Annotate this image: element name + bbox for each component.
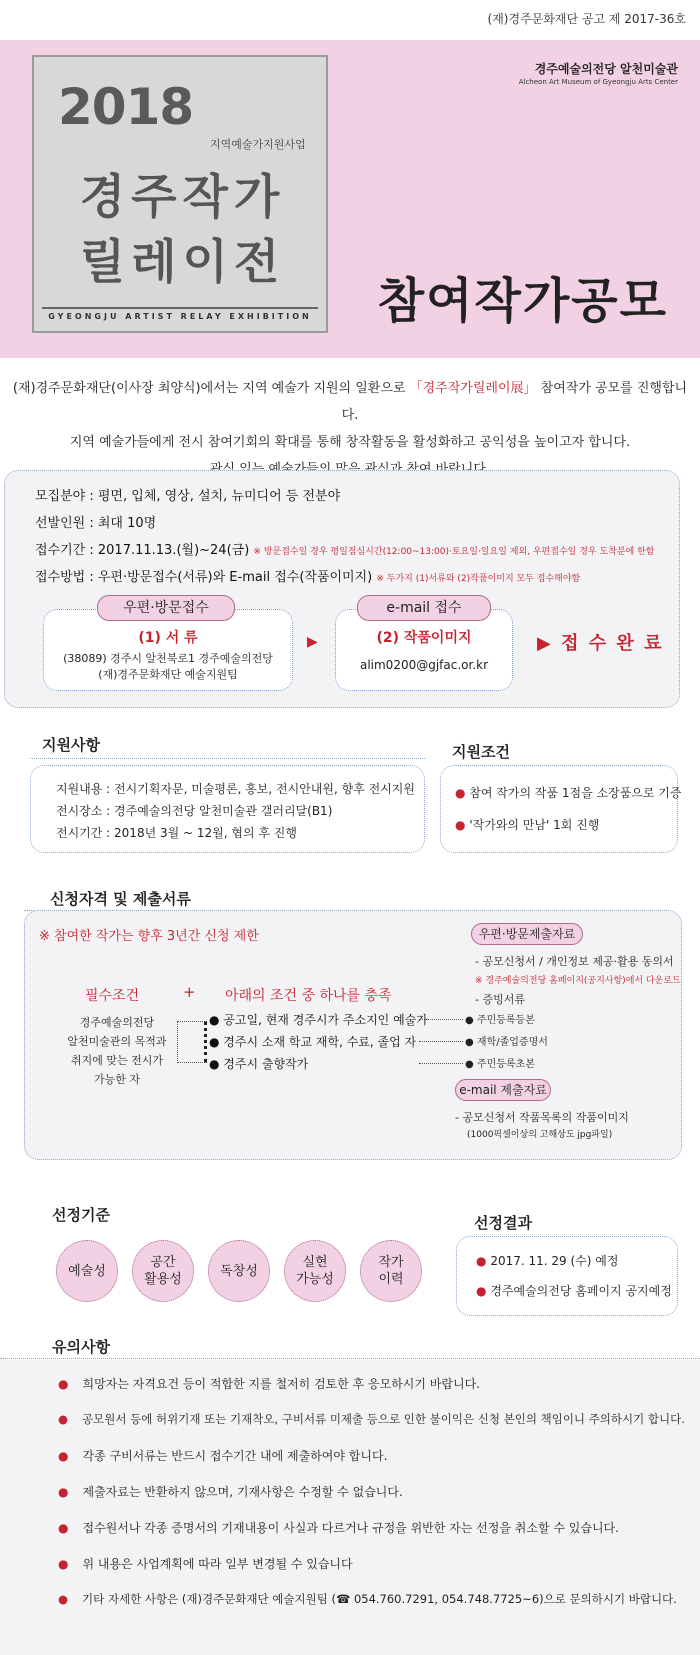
title-line1: 경주작가 <box>79 170 286 225</box>
qualification-heading: 신청자격 및 제출서류 <box>50 890 191 908</box>
support-item: 지원내용 : 전시기획자문, 미술평론, 홍보, 전시안내원, 향후 전시지원 <box>56 782 415 796</box>
condition-text: 참여 작가의 작품 1점을 소장품으로 기증 <box>469 786 682 800</box>
intro-highlight: 「경주작가릴레이展」 <box>409 381 537 396</box>
conditions-heading: 지원조건 <box>452 743 510 761</box>
address-line2: (재)경주문화재단 예술지원팀 <box>98 668 238 681</box>
condition-text: '작가와의 만남' 1회 진행 <box>469 818 600 832</box>
note-text: 공모원서 등에 허위기재 또는 기재착오, 구비서류 미제출 등으로 인한 불이익은 신청 본인의 책임이니 주의하시기 합니다. <box>82 1412 685 1426</box>
bullet-icon: ● <box>476 1254 487 1268</box>
note-item <box>58 1411 685 1427</box>
method-note: ※ 두가지 (1)서류와 (2)작품이미지 모두 접수해야함 <box>376 574 581 584</box>
criteria-text: 실현 <box>302 1255 328 1270</box>
required-desc <box>47 1013 187 1089</box>
required-desc-line: 취지에 맞는 전시가 <box>70 1054 163 1067</box>
arrow-icon: ▶ <box>307 634 318 650</box>
option-item: ● 공고일, 현재 경주시가 주소지인 예술가 <box>209 1013 428 1027</box>
step-email-address: alim0200@gjfac.or.kr <box>359 658 489 672</box>
intro-text <box>10 375 690 483</box>
note-text: 기타 자세한 사항은 (재)경주문화재단 예술지원팀 (☎ 054.760.7291, 054.748.7725~6)으로 문의하시기 바랍니다. <box>82 1592 677 1606</box>
bullet-icon: ● <box>58 1521 69 1535</box>
support-item: 전시장소 : 경주예술의전당 알천미술관 갤러리달(B1) <box>56 804 333 818</box>
email-docs: - 공모신청서 작품목록의 작품이미지 <box>455 1111 629 1124</box>
program-label: 지역예술가지원사업 <box>210 138 306 151</box>
criteria-circle <box>56 1240 118 1302</box>
condition-item <box>455 816 599 833</box>
required-desc-line: 알천미술관의 목적과 <box>67 1035 167 1048</box>
note-item <box>58 1483 403 1500</box>
step-email-box <box>335 609 513 691</box>
bullet-icon: ● <box>58 1592 69 1606</box>
connector-line <box>419 1041 463 1042</box>
note-text: 제출자료는 반환하지 않으며, 기재사항은 수정할 수 없습니다. <box>82 1485 403 1499</box>
proof-item: ● 주민등록초본 <box>465 1059 535 1070</box>
note-item <box>58 1591 677 1607</box>
note-text: 각종 구비서류는 반드시 접수기간 내에 제출하여야 합니다. <box>82 1449 388 1463</box>
notice-number: (재)경주문화재단 공고 제 2017-36호 <box>487 12 686 26</box>
conditions-box <box>440 765 678 853</box>
required-label: 필수조건 <box>85 988 140 1004</box>
criteria-circle <box>284 1240 346 1302</box>
org-name-ko: 경주예술의전당 알천미술관 <box>534 62 678 76</box>
complete-label: ▶ 접 수 완 료 <box>537 633 664 654</box>
intro-line1-post: 참여작가 공모를 진행합니다. <box>341 381 688 423</box>
recruit-field: 모집분야 : 평면, 입체, 영상, 설치, 뉴미디어 등 전분야 <box>35 489 341 504</box>
bullet-icon: ● <box>455 818 466 832</box>
intro-line1 <box>10 375 690 429</box>
bullet-icon: ● <box>58 1449 69 1463</box>
period-note: ※ 방문접수일 경우 평일점심시간(12:00~13:00)·토요일·일요일 제외, 우편접수일 경우 도착분에 한함 <box>253 547 655 557</box>
note-item <box>58 1447 387 1464</box>
recruit-method <box>35 566 580 585</box>
step-mail-address <box>43 651 293 683</box>
required-desc-line: 경주예술의전당 <box>79 1016 155 1029</box>
title-line2: 릴레이전 <box>79 235 286 290</box>
support-item: 전시기간 : 2018년 3월 ~ 12월, 협의 후 진행 <box>56 826 297 840</box>
bullet-icon: ● <box>476 1284 487 1298</box>
option-text: 공고일, 현재 경주시가 주소지인 예술가 <box>223 1013 428 1027</box>
bullet-icon: ● <box>58 1377 69 1391</box>
result-text: 2017. 11. 29 (수) 예정 <box>490 1254 619 1268</box>
bullet-icon: ● <box>58 1412 69 1426</box>
bullet-icon: ● <box>58 1485 69 1499</box>
proof-text: 재학/졸업증명서 <box>476 1037 548 1048</box>
org-name-en: Alcheon Art Museum of Gyeongju Arts Center <box>518 78 678 86</box>
connector-line <box>419 1063 463 1064</box>
notes-box <box>0 1360 700 1655</box>
proof-text: 주민등록등본 <box>476 1015 535 1026</box>
support-divider <box>30 758 425 759</box>
step-mail-label: (1) 서 류 <box>138 630 198 646</box>
criteria-text: 공간 <box>150 1255 176 1270</box>
result-text: 경주예술의전당 홈페이지 공지예정 <box>490 1284 672 1298</box>
option-item: ● 경주시 출향작가 <box>209 1057 309 1071</box>
method-text: 접수방법 : 우편·방문접수(서류)와 E-mail 접수(작품이미지) <box>35 570 373 585</box>
criteria-circle <box>360 1240 422 1302</box>
recruit-box <box>4 470 680 708</box>
connector-line <box>419 1019 463 1020</box>
year-label: 2018 <box>58 78 194 136</box>
proof-text: 주민등록초본 <box>476 1059 535 1070</box>
step-email-label: (2) 작품이미지 <box>376 630 472 646</box>
qualification-warning: ※ 참여한 작가는 향후 3년간 신청 제한 <box>39 929 259 944</box>
address-line1: (38089) 경주시 알천북로1 경주예술의전당 <box>63 652 273 665</box>
result-item <box>476 1252 618 1269</box>
bullet-icon: ● <box>58 1557 69 1571</box>
criteria-circle <box>132 1240 194 1302</box>
proof-item: ● 주민등록등본 <box>465 1015 535 1026</box>
criteria-circle <box>208 1240 270 1302</box>
step-mail-pill: 우편·방문접수 <box>97 595 235 621</box>
bracket-line <box>177 1021 207 1063</box>
support-heading: 지원사항 <box>42 736 100 754</box>
headline: 참여작가공모 <box>377 273 668 329</box>
criteria-text: 활용성 <box>144 1272 182 1287</box>
email-docs-pill: e-mail 제출자료 <box>455 1079 551 1101</box>
option-label: 아래의 조건 중 하나를 충족 <box>225 988 392 1004</box>
intro-line2: 지역 예술가들에게 전시 참여기회의 확대를 통해 창작활동을 활성화하고 공익성을 높이고자 합니다. <box>69 435 631 450</box>
notes-divider <box>0 1358 700 1359</box>
bullet-icon: ● <box>455 786 466 800</box>
required-desc-line: 가능한 자 <box>93 1073 140 1086</box>
option-item: ● 경주시 소재 학교 재학, 수료, 졸업 자 <box>209 1035 417 1049</box>
mail-docs-note: ※ 경주예술의전당 홈페이지(공지사항)에서 다운로드 <box>475 976 681 986</box>
result-heading: 선정결과 <box>474 1214 532 1232</box>
recruit-period <box>35 539 654 558</box>
criteria-text: 이력 <box>378 1272 404 1287</box>
english-title: GYEONGJU ARTIST RELAY EXHIBITION <box>42 307 318 321</box>
proof-item: ● 재학/졸업증명서 <box>465 1037 548 1048</box>
criteria-text: 작가 <box>378 1255 404 1270</box>
criteria-text: 예술성 <box>68 1263 106 1279</box>
condition-item <box>455 784 682 801</box>
option-text: 경주시 출향작가 <box>223 1057 309 1071</box>
mail-docs: - 공모신청서 / 개인정보 제공·활용 동의서 <box>475 955 674 968</box>
note-item <box>58 1375 480 1392</box>
criteria-text: 가능성 <box>296 1272 334 1287</box>
proof-label: - 증빙서류 <box>475 993 525 1006</box>
notes-heading: 유의사항 <box>52 1338 110 1356</box>
criteria-text: 독창성 <box>220 1263 258 1279</box>
qualification-box <box>24 910 682 1160</box>
result-box <box>456 1236 678 1316</box>
note-text: 위 내용은 사업계획에 따라 일부 변경될 수 있습니다 <box>82 1557 353 1571</box>
result-item <box>476 1282 672 1299</box>
note-item <box>58 1519 619 1536</box>
option-text: 경주시 소재 학교 재학, 수료, 졸업 자 <box>223 1035 417 1049</box>
period-text: 접수기간 : 2017.11.13.(월)~24(금) <box>35 543 250 558</box>
email-docs-note: (1000픽셀이상의 고해상도 jpg파일) <box>467 1130 613 1140</box>
intro-line1-pre: (재)경주문화재단(이사장 최양식)에서는 지역 예술가 지원의 일환으로 <box>12 381 410 396</box>
note-item <box>58 1555 353 1572</box>
step-email-pill: e-mail 접수 <box>357 595 491 621</box>
mail-docs-pill: 우편·방문제출자료 <box>471 923 583 945</box>
note-text: 접수원서나 각종 증명서의 기재내용이 사실과 다르거나 규정을 위반한 자는 선정을 취소할 수 있습니다. <box>82 1521 619 1535</box>
recruit-count: 선발인원 : 최대 10명 <box>35 516 157 531</box>
criteria-heading: 선정기준 <box>52 1206 110 1224</box>
plus-icon: + <box>183 983 196 1001</box>
note-text: 희망자는 자격요건 등이 적합한 지를 철저히 검토한 후 응모하시기 바랍니다. <box>82 1377 480 1391</box>
